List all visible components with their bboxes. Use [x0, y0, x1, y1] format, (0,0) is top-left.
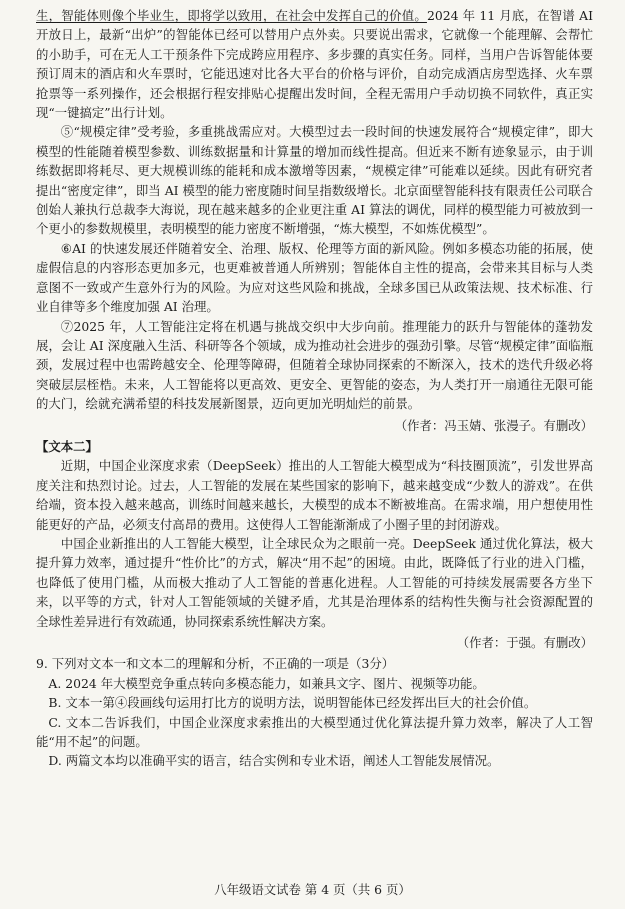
option-c: C. 文本二告诉我们，中国企业深度求索推出的大模型通过优化算法提升算力效率，解决了人工智能“用不起”的问题。 — [36, 714, 593, 750]
text1-paragraph-6: ⑥AI 的快速发展还伴随着安全、治理、版权、伦理等方面的新风险。例如多模态功能的拓展，使虚假信息的内容形态更加多元，也更难被普通人所辨别；智能体自主性的提高，会带来其目标与人类意图不一致或产生意外行为的风险。为应对这些风险和挑战，全球多国已从政策法规、技术标准、行业自律等多个维度加强 AI 治理。 — [36, 240, 593, 315]
text1-paragraph-7: ⑦2025 年，人工智能注定将在机遇与挑战交织中大步向前。推理能力的跃升与智能体的蓬勃发展，会让 AI 深度融入生活、科研等各个领域，成为推动社会进步的强劲引擎。尽管“规模定律”面临瓶颈，发展过程中也需跨越安全、伦理等障碍，但随着全球协同探索的不断深入，技术的迭代升级必将突破层层桎梏。未来，人工智能将以更高效、更安全、更智能的姿态，为人类打开一扇通往无限可能的大门，绘就充满希望的科技发展新图景，迈向更加光明灿烂的前景。 — [36, 318, 593, 412]
question-stem: 9. 下列对文本一和文本二的理解和分析，不正确的一项是（3分） — [36, 656, 395, 672]
page-footer: 八年级语文试卷 第 4 页（共 6 页） — [214, 881, 411, 897]
text2-title: 【文本二】 — [36, 438, 98, 454]
text2-paragraph-1: 近期，中国企业深度求索（DeepSeek）推出的人工智能大模型成为“科技圈顶流”，引发世界高度关注和热烈讨论。过去，人工智能的发展在某些国家的影响下，越来越变成“少数人的游戏”。在供给端，资本投入越来越高，训练时间越来越长，大模型的成本不断被堆高。在需求端，用户想使用性能更好的产品，必须支付高昂的费用。这使得人工智能渐渐成了小圈子里的封闭游戏。 — [36, 458, 593, 532]
text2-credit: （作者：于强。有删改） — [456, 635, 593, 650]
option-b: B. 文本一第④段画线句运用打比方的说明方法，说明智能体已经发挥出巨大的社会价值。 — [48, 695, 537, 711]
underlined-sentence: 生，智能体则像个毕业生，即将学以致用，在社会中发挥自己的价值。 — [36, 8, 427, 23]
option-a: A. 2024 年大模型竞争重点转向多模态能力，如兼具文字、图片、视频等功能。 — [48, 675, 485, 691]
text1-paragraph-4-end — [36, 6, 593, 122]
option-d: D. 两篇文本均以准确平实的语言，结合实例和专业术语，阐述人工智能发展情况。 — [48, 753, 500, 769]
text1-credit: （作者：冯玉婧、张漫子。有删改） — [394, 417, 593, 433]
text2-paragraph-2: 中国企业新推出的人工智能大模型，让全球民众为之眼前一亮。DeepSeek 通过优化算法，极大提升算力效率，通过提升“性价比”的方式，解决“用不起”的困境。由此，既降低了行业的进入门槛，也降低了使用门槛，从而极大推动了人工智能的普惠化进程。人工智能的可持续发展需要各方坐下来，以平等的方式，针对人工智能领域的关键矛盾，尤其是治理体系的结构性失衡与社会资源配置的全球性差异进行有效疏通，协同探索系统性解决方案。 — [36, 535, 593, 629]
paragraph-text: 2024 年 11 月底，在智谱 AI 开放日上，最新“出炉”的智能体已经可以替用户点外卖。只要说出需求，它就像一个能理解、会帮忙的小助手，可在无人工干预条件下完成跨应用程序、多步骤的真实任务。同样，当用户告诉智能体要预订周末的酒店和火车票时，它能迅速对比各大平台的价格与评价，自动完成酒店房型选择、火车票抢票等一系列操作，还会根据行程安排贴心提醒出发时间，全程无需用户手动切换不同软件，真正实现“一键搞定”出行计划。 — [36, 8, 593, 121]
text1-paragraph-5: ⑤“规模定律”受考验，多重挑战需应对。大模型过去一段时间的快速发展符合“规模定律”，即大模型的性能随着模型参数、训练数据量和计算量的增加而线性提高。但近来不断有迹象显示，由于训练数据即将耗尽、更大规模训练的能耗和成本激增等因素，“规模定律”可能难以延续。因此有研究者提出“密度定律”，即当 AI 模型的能力密度随时间呈指数级增长。北京面壁智能科技有限责任公司联合创始人兼执行总裁李大海说，现在越来越多的企业更注重 AI 算法的调优，同样的模型能力可被放到一个更小的参数规模里，表明模型的能力密度不断增强，“炼大模型，不如炼优模型”。 — [36, 124, 593, 237]
